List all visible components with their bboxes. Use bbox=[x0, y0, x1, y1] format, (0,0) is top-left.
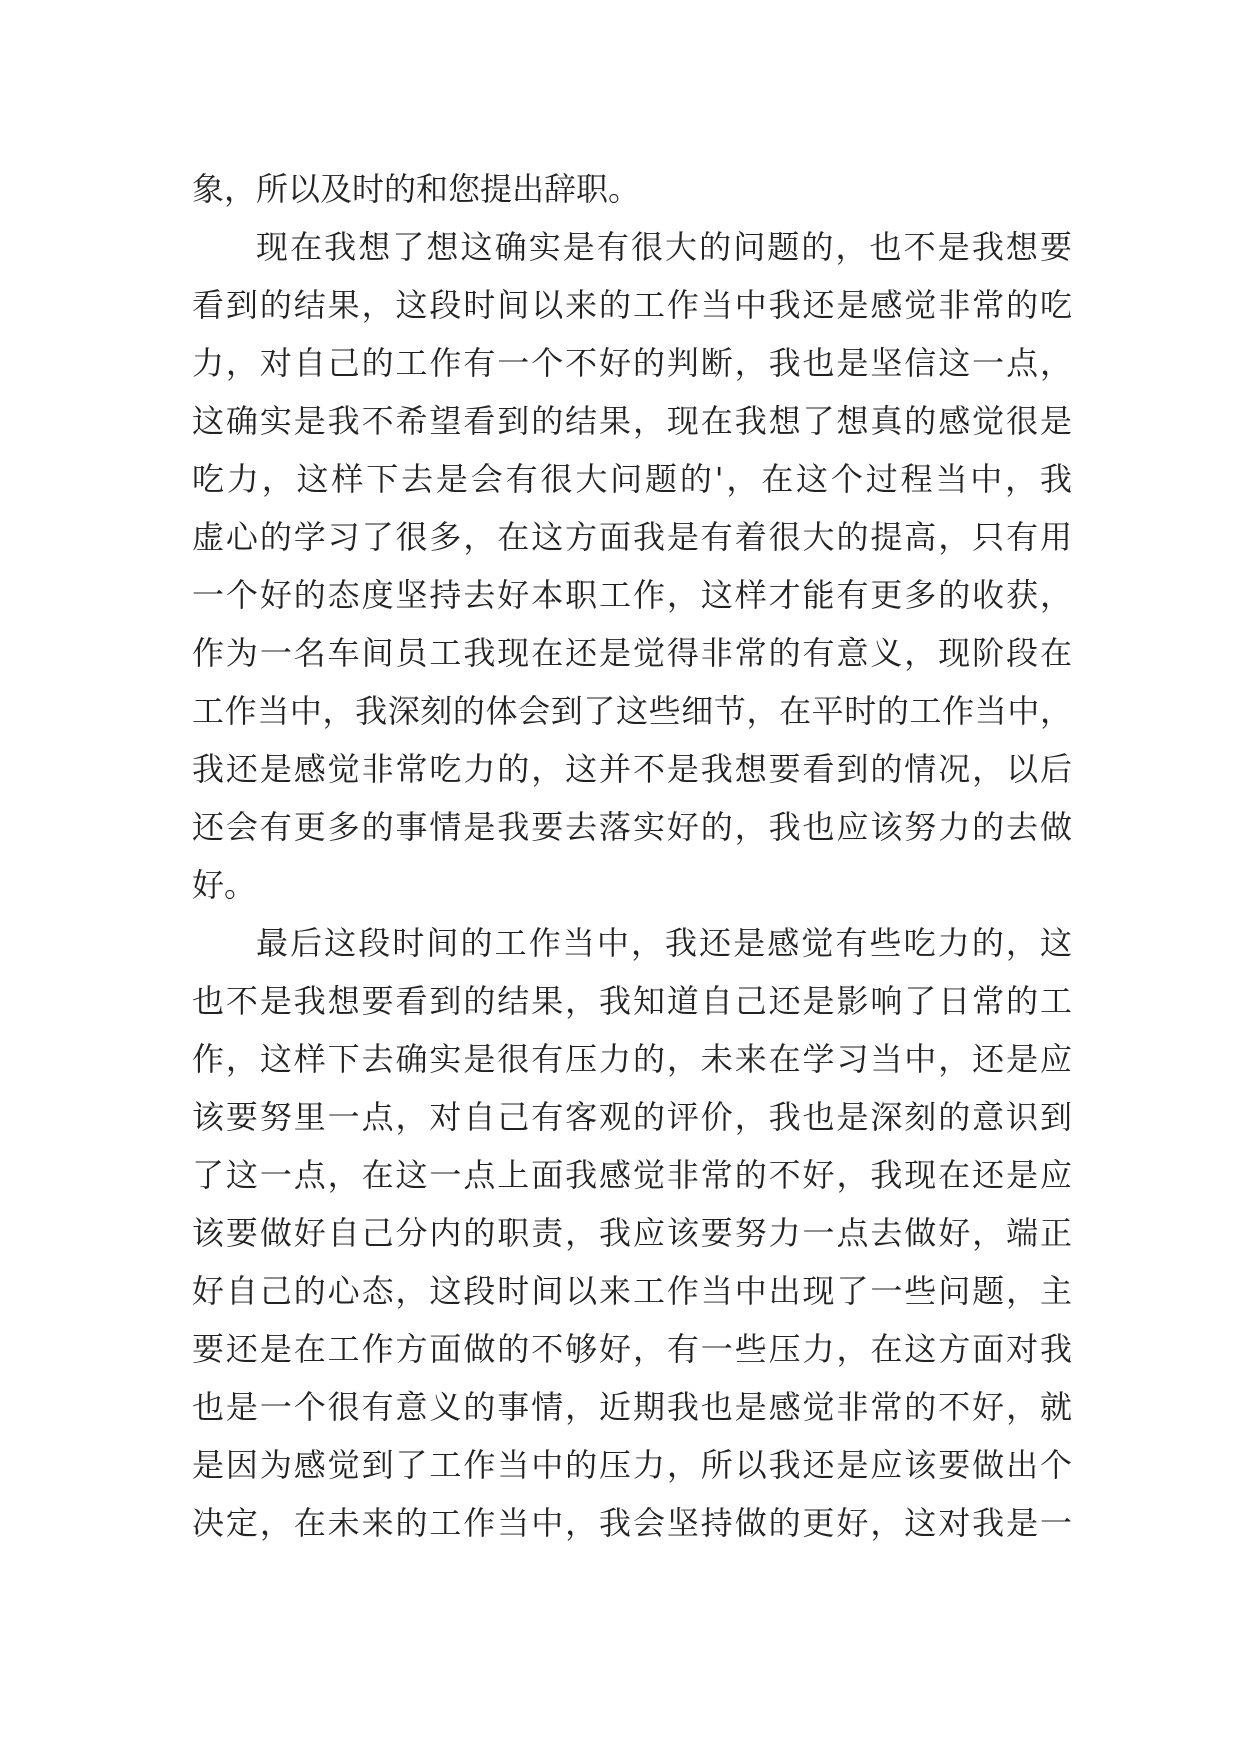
text-line: 我还是感觉非常吃力的，这并不是我想要看到的情况，以后 bbox=[192, 750, 1072, 788]
paragraph-1 bbox=[192, 160, 1072, 218]
text-line: 了这一点，在这一点上面我感觉非常的不好，我现在还是应 bbox=[192, 1156, 1072, 1194]
text-line: 还会有更多的事情是我要去落实好的，我也应该努力的去做 bbox=[192, 808, 1072, 846]
paragraph-3 bbox=[192, 914, 1072, 1552]
text-line: 这确实是我不希望看到的结果，现在我想了想真的感觉很是 bbox=[192, 402, 1072, 440]
text-line: 现在我想了想这确实是有很大的问题的，也不是我想要 bbox=[256, 228, 1072, 266]
text-line: 也不是我想要看到的结果，我知道自己还是影响了日常的工 bbox=[192, 982, 1072, 1020]
text-line: 也是一个很有意义的事情，近期我也是感觉非常的不好，就 bbox=[192, 1388, 1072, 1426]
text-line: 一个好的态度坚持去好本职工作，这样才能有更多的收获， bbox=[192, 576, 1072, 614]
text-line: 象，所以及时的和您提出辞职。 bbox=[192, 170, 641, 208]
text-line: 要还是在工作方面做的不够好，有一些压力，在这方面对我 bbox=[192, 1330, 1072, 1368]
text-line: 最后这段时间的工作当中，我还是感觉有些吃力的，这 bbox=[256, 924, 1072, 962]
text-line: 作为一名车间员工我现在还是觉得非常的有意义，现阶段在 bbox=[192, 634, 1072, 672]
text-line: 虚心的学习了很多，在这方面我是有着很大的提高，只有用 bbox=[192, 518, 1072, 556]
text-line: 该要做好自己分内的职责，我应该要努力一点去做好，端正 bbox=[192, 1214, 1072, 1252]
text-line: 是因为感觉到了工作当中的压力，所以我还是应该要做出个 bbox=[192, 1446, 1072, 1484]
text-line: 作，这样下去确实是很有压力的，未来在学习当中，还是应 bbox=[192, 1040, 1072, 1078]
text-line: 决定，在未来的工作当中，我会坚持做的更好，这对我是一 bbox=[192, 1504, 1072, 1542]
text-line: 看到的结果，这段时间以来的工作当中我还是感觉非常的吃 bbox=[192, 286, 1072, 324]
paragraph-2 bbox=[192, 218, 1072, 914]
text-line: 该要努里一点，对自己有客观的评价，我也是深刻的意识到 bbox=[192, 1098, 1072, 1136]
document-body bbox=[192, 160, 1072, 1552]
text-line: 力，对自己的工作有一个不好的判断，我也是坚信这一点， bbox=[192, 344, 1072, 382]
text-line: 吃力，这样下去是会有很大问题的'，在这个过程当中，我 bbox=[192, 460, 1072, 498]
text-line: 工作当中，我深刻的体会到了这些细节，在平时的工作当中， bbox=[192, 692, 1072, 730]
text-line: 好自己的心态，这段时间以来工作当中出现了一些问题，主 bbox=[192, 1272, 1072, 1310]
text-line: 好。 bbox=[192, 866, 257, 904]
